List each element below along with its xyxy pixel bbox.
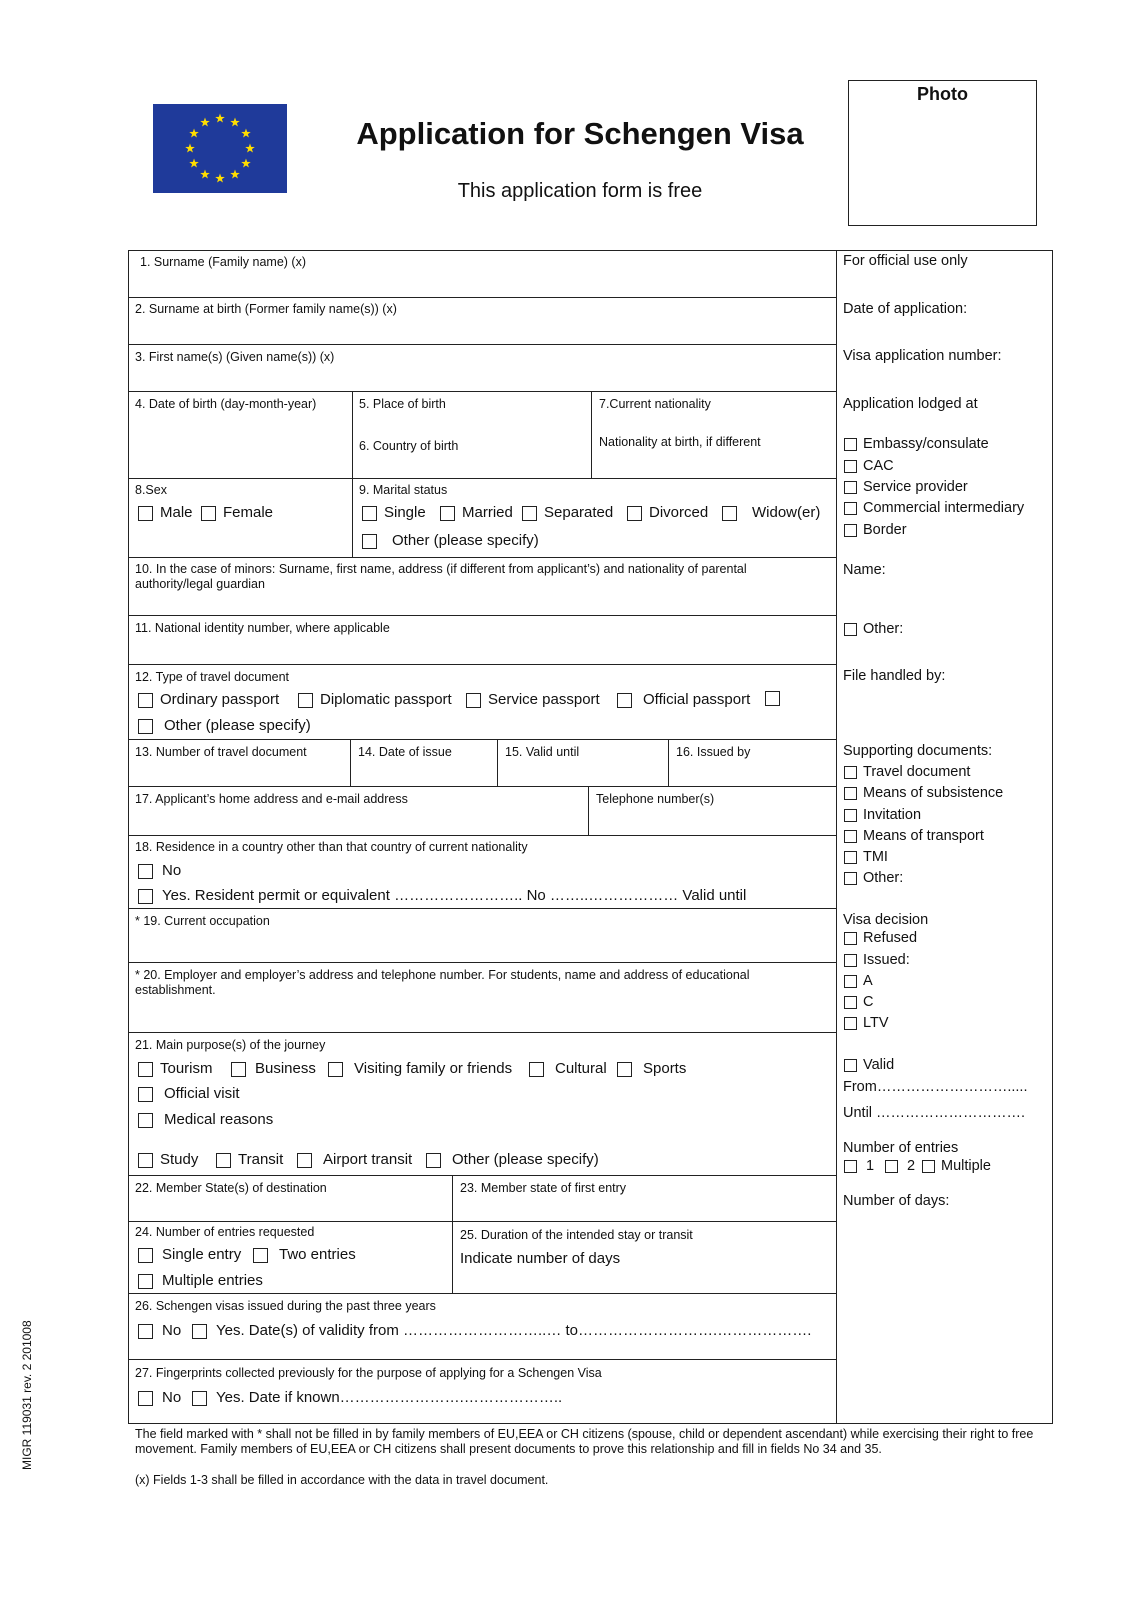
purpose-cultural-option[interactable]: Cultural [529, 1060, 607, 1078]
purpose-medical-option[interactable]: Medical reasons [138, 1111, 273, 1129]
residence-no-checkbox[interactable] [138, 864, 153, 879]
eu-flag-icon [153, 104, 287, 193]
support-tmi-checkbox[interactable] [844, 851, 857, 864]
fingerprints-yes-checkbox[interactable] [192, 1391, 207, 1406]
decision-issued-option[interactable]: Issued: [844, 952, 910, 969]
lodged-commercial-checkbox[interactable] [844, 502, 857, 515]
row-divider [128, 786, 836, 787]
row-divider [128, 615, 836, 616]
support-other-option[interactable]: Other: [844, 870, 903, 887]
field-2-label: 2. Surname at birth (Former family name(s)) (x) [135, 302, 397, 316]
cell-divider [452, 1175, 453, 1293]
fingerprints-no-option[interactable]: No [138, 1389, 181, 1407]
cell-divider [497, 739, 498, 786]
visas-no-checkbox[interactable] [138, 1324, 153, 1339]
doc-diplomatic-option[interactable]: Diplomatic passport [298, 691, 452, 709]
decision-valid-checkbox[interactable] [844, 1059, 857, 1072]
marital-other-option[interactable]: Other (please specify) [362, 532, 539, 550]
decision-ltv-checkbox[interactable] [844, 1017, 857, 1030]
official-other-option[interactable]: Other: [844, 621, 903, 638]
cell-divider [352, 391, 353, 557]
purpose-transit-option[interactable]: Transit [216, 1151, 283, 1169]
decision-refused-option[interactable]: Refused [844, 930, 917, 947]
purpose-other-option[interactable]: Other (please specify) [426, 1151, 599, 1169]
official-entries-1-checkbox[interactable] [844, 1160, 857, 1173]
residence-yes-checkbox[interactable] [138, 889, 153, 904]
cell-divider [588, 786, 589, 835]
field-8-label: 8.Sex [135, 483, 167, 497]
official-file-handled-by: File handled by: [843, 668, 946, 684]
field-15-label: 15. Valid until [505, 745, 580, 759]
purpose-official-checkbox[interactable] [138, 1087, 153, 1102]
decision-valid-option[interactable]: Valid [844, 1057, 894, 1074]
purpose-cultural-checkbox[interactable] [529, 1062, 544, 1077]
entries-single-option[interactable]: Single entry [138, 1246, 241, 1264]
purpose-visiting-checkbox[interactable] [328, 1062, 343, 1077]
purpose-sports-option[interactable]: Sports [617, 1060, 686, 1078]
field-3-label: 3. First name(s) (Given name(s)) (x) [135, 350, 335, 364]
field-25-label: 25. Duration of the intended stay or transit [460, 1228, 693, 1242]
decision-c-checkbox[interactable] [844, 996, 857, 1009]
support-subsistence-option[interactable]: Means of subsistence [844, 785, 1003, 802]
doc-official-checkbox[interactable] [617, 693, 632, 708]
decision-a-checkbox[interactable] [844, 975, 857, 988]
official-number-of-days: Number of days: [843, 1193, 950, 1209]
field-18-label: 18. Residence in a country other than that country of current nationality [135, 840, 528, 854]
purpose-airport-transit-option[interactable]: Airport transit [297, 1151, 412, 1169]
row-divider [128, 664, 836, 665]
marital-married-checkbox[interactable] [440, 506, 455, 521]
entries-multiple-option[interactable]: Multiple entries [138, 1272, 263, 1290]
official-column-divider [836, 250, 837, 1424]
row-divider [128, 478, 836, 479]
lodged-border-checkbox[interactable] [844, 524, 857, 537]
row-divider [128, 391, 836, 392]
form-code-vertical: MIGR 119031 rev. 2 201008 [20, 1320, 34, 1470]
field-23-label: 23. Member state of first entry [460, 1181, 627, 1195]
visas-yes-option[interactable]: Yes. Date(s) of validity from ………………………..… to……………………….………………. [192, 1322, 811, 1340]
purpose-study-option[interactable]: Study [138, 1151, 198, 1169]
eu-flag-svg [153, 104, 287, 193]
marital-widow-checkbox[interactable] [722, 506, 737, 521]
row-divider [128, 1359, 836, 1360]
decision-ltv-option[interactable]: LTV [844, 1015, 889, 1032]
purpose-tourism-checkbox[interactable] [138, 1062, 153, 1077]
field-24-label: 24. Number of entries requested [135, 1225, 315, 1239]
decision-a-option[interactable]: A [844, 973, 873, 990]
field-14-label: 14. Date of issue [358, 745, 452, 759]
field-10-label: 10. In the case of minors: Surname, first name, address (if different from applicant’s) and nationality of parental authority/legal guardian [135, 562, 747, 591]
row-divider [128, 962, 836, 963]
decision-c-option[interactable]: C [844, 994, 873, 1011]
official-title: For official use only [843, 253, 968, 269]
field-13-label: 13. Number of travel document [135, 745, 307, 759]
lodged-embassy-checkbox[interactable] [844, 438, 857, 451]
doc-extra-option[interactable] [765, 691, 787, 706]
row-divider [128, 344, 836, 345]
row-divider [128, 908, 836, 909]
photo-label: Photo [917, 84, 968, 104]
sex-female-option[interactable]: Female [201, 504, 273, 522]
residence-yes-option[interactable]: Yes. Resident permit or equivalent …………………….. No ……..……………… Valid until [138, 887, 746, 905]
purpose-business-checkbox[interactable] [231, 1062, 246, 1077]
support-tmi-option[interactable]: TMI [844, 849, 888, 866]
lodged-service-provider-option[interactable]: Service provider [844, 479, 968, 496]
field-26-label: 26. Schengen visas issued during the past three years [135, 1299, 436, 1313]
field-25-sub: Indicate number of days [460, 1250, 621, 1267]
sex-male-option[interactable]: Male [138, 504, 193, 522]
field-6-label: 6. Country of birth [359, 439, 459, 453]
marital-married-option[interactable]: Married [440, 504, 513, 522]
cell-divider [350, 739, 351, 786]
official-from: From………………………..... [843, 1079, 1028, 1095]
footer-note: The field marked with * shall not be filled in by family members of EU,EEA or CH citizens (spouse, child or dependent ascendant) while exercising their right to free movement. Family members of EU,EEA or CH citizens shall present documents to prove this relationship and fill in fields No 34 and 35. [135, 1427, 1034, 1456]
row-divider [128, 1175, 836, 1176]
decision-issued-checkbox[interactable] [844, 954, 857, 967]
doc-ordinary-option[interactable]: Ordinary passport [138, 691, 279, 709]
field-21-label: 21. Main purpose(s) of the journey [135, 1038, 326, 1052]
field-17-label: 17. Applicant’s home address and e-mail address [135, 792, 408, 806]
row-divider [128, 1293, 836, 1294]
support-subsistence-checkbox[interactable] [844, 787, 857, 800]
official-lodged-at: Application lodged at [843, 396, 978, 412]
official-name: Name: [843, 562, 886, 578]
entries-two-checkbox[interactable] [253, 1248, 268, 1263]
marital-single-checkbox[interactable] [362, 506, 377, 521]
visas-no-option[interactable]: No [138, 1322, 181, 1340]
doc-diplomatic-checkbox[interactable] [298, 693, 313, 708]
purpose-visiting-option[interactable]: Visiting family or friends [328, 1060, 512, 1078]
doc-service-checkbox[interactable] [466, 693, 481, 708]
doc-extra-checkbox[interactable] [765, 691, 780, 706]
field-7b-label: Nationality at birth, if different [599, 435, 761, 449]
official-visa-decision: Visa decision [843, 912, 929, 928]
support-travel-document-checkbox[interactable] [844, 766, 857, 779]
official-supporting-documents: Supporting documents: [843, 743, 993, 759]
photo-box [848, 80, 1037, 226]
field-12-label: 12. Type of travel document [135, 670, 290, 684]
row-divider [128, 739, 836, 740]
entries-single-checkbox[interactable] [138, 1248, 153, 1263]
doc-service-option[interactable]: Service passport [466, 691, 600, 709]
support-invitation-option[interactable]: Invitation [844, 807, 921, 824]
row-divider [128, 1032, 836, 1033]
doc-ordinary-checkbox[interactable] [138, 693, 153, 708]
support-transport-checkbox[interactable] [844, 830, 857, 843]
official-entries-1-option[interactable]: 1 [844, 1158, 874, 1175]
official-entries-2-option[interactable]: 2 [885, 1158, 915, 1175]
marital-single-option[interactable]: Single [362, 504, 426, 522]
field-1-label: 1. Surname (Family name) (x) [140, 255, 307, 269]
cell-divider [591, 391, 592, 478]
official-other-checkbox[interactable] [844, 623, 857, 636]
marital-separated-option[interactable]: Separated [522, 504, 613, 522]
decision-refused-checkbox[interactable] [844, 932, 857, 945]
field-22-label: 22. Member State(s) of destination [135, 1181, 327, 1195]
doc-other-option[interactable]: Other (please specify) [138, 717, 311, 735]
field-17b-label: Telephone number(s) [596, 792, 715, 806]
support-transport-option[interactable]: Means of transport [844, 828, 984, 845]
marital-separated-checkbox[interactable] [522, 506, 537, 521]
doc-official-option[interactable]: Official passport [617, 691, 750, 709]
lodged-embassy-option[interactable]: Embassy/consulate [844, 436, 989, 453]
residence-no-option[interactable]: No [138, 862, 181, 880]
marital-divorced-checkbox[interactable] [627, 506, 642, 521]
entries-two-option[interactable]: Two entries [253, 1246, 356, 1264]
row-divider [128, 557, 836, 558]
field-4-label: 4. Date of birth (day-month-year) [135, 397, 317, 411]
purpose-business-option[interactable]: Business [231, 1060, 316, 1078]
entries-multiple-checkbox[interactable] [138, 1274, 153, 1289]
purpose-official-option[interactable]: Official visit [138, 1085, 240, 1103]
lodged-commercial-option[interactable]: Commercial intermediary [844, 500, 1024, 517]
field-27-label: 27. Fingerprints collected previously for the purpose of applying for a Schengen Visa [135, 1366, 602, 1380]
field-5-label: 5. Place of birth [359, 397, 446, 411]
lodged-cac-option[interactable]: CAC [844, 458, 894, 475]
sex-female-checkbox[interactable] [201, 506, 216, 521]
official-entries-2-checkbox[interactable] [885, 1160, 898, 1173]
purpose-study-checkbox[interactable] [138, 1153, 153, 1168]
page-subtitle: This application form is free [457, 180, 703, 202]
official-number-of-entries: Number of entries [843, 1140, 959, 1156]
purpose-sports-checkbox[interactable] [617, 1062, 632, 1077]
official-entries-multiple-checkbox[interactable] [922, 1160, 935, 1173]
support-travel-document-option[interactable]: Travel document [844, 764, 970, 781]
lodged-cac-checkbox[interactable] [844, 460, 857, 473]
field-7-label: 7.Current nationality [599, 397, 711, 411]
support-invitation-checkbox[interactable] [844, 809, 857, 822]
official-date-of-application: Date of application: [843, 301, 968, 317]
fingerprints-no-checkbox[interactable] [138, 1391, 153, 1406]
purpose-airport-transit-checkbox[interactable] [297, 1153, 312, 1168]
visas-yes-checkbox[interactable] [192, 1324, 207, 1339]
cell-divider [668, 739, 669, 786]
page-title: Application for Schengen Visa [356, 116, 804, 151]
official-visa-application-number: Visa application number: [843, 348, 1002, 364]
purpose-tourism-option[interactable]: Tourism [138, 1060, 213, 1078]
purpose-other-checkbox[interactable] [426, 1153, 441, 1168]
purpose-medical-checkbox[interactable] [138, 1113, 153, 1128]
doc-other-checkbox[interactable] [138, 719, 153, 734]
marital-divorced-option[interactable]: Divorced [627, 504, 708, 522]
row-divider [128, 1221, 836, 1222]
field-11-label: 11. National identity number, where applicable [135, 621, 390, 635]
field-20-label: * 20. Employer and employer’s address and telephone number. For students, name and address of educational establishment. [135, 968, 750, 997]
row-divider [128, 835, 836, 836]
lodged-service-provider-checkbox[interactable] [844, 481, 857, 494]
row-divider [128, 297, 836, 298]
official-until: Until …………………………. [843, 1105, 1026, 1121]
fingerprints-yes-option[interactable]: Yes. Date if known…………………….……………….. [192, 1389, 562, 1407]
sex-male-checkbox[interactable] [138, 506, 153, 521]
marital-widow-option[interactable]: Widow(er) [722, 504, 820, 522]
lodged-border-option[interactable]: Border [844, 522, 907, 539]
support-other-checkbox[interactable] [844, 872, 857, 885]
field-19-label: * 19. Current occupation [135, 914, 270, 928]
marital-other-checkbox[interactable] [362, 534, 377, 549]
footer-note-fields: (x) Fields 1-3 shall be filled in accordance with the data in travel document. [135, 1473, 549, 1487]
field-9-label: 9. Marital status [359, 483, 448, 497]
purpose-transit-checkbox[interactable] [216, 1153, 231, 1168]
official-entries-multiple-option[interactable]: Multiple [922, 1158, 991, 1175]
field-16-label: 16. Issued by [676, 745, 751, 759]
